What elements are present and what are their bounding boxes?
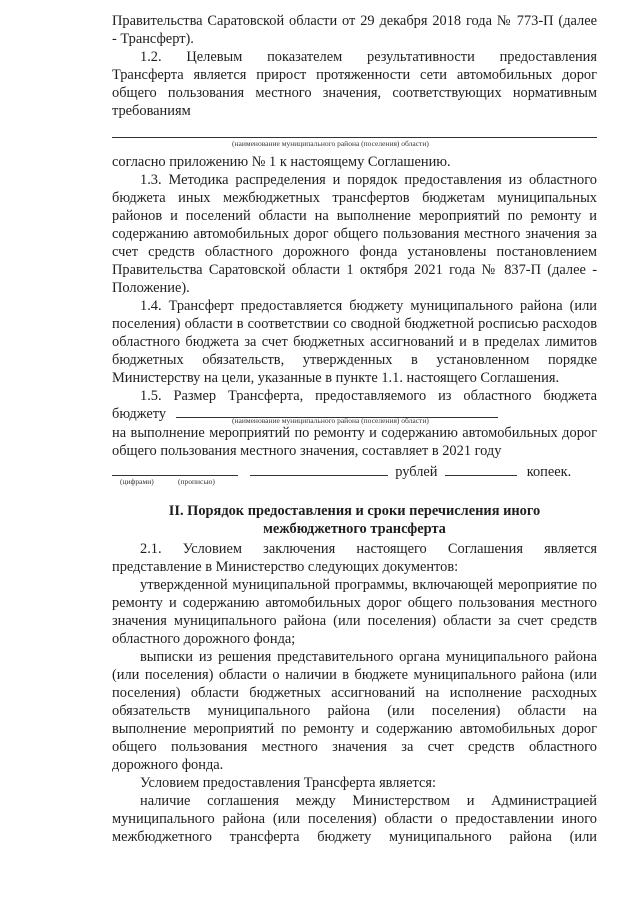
text-line: на выполнение мероприятий по ремонту и содержанию автомобильных дорог [112, 425, 597, 441]
text-line: Правительства Саратовской области 1 октября 2021 года № 837-П (далее - [112, 262, 597, 278]
text-line: Трансферта является прирост протяженности сети автомобильных дорог [112, 67, 597, 83]
text-line: бюджета иных межбюджетных трансфертов бюджетам муниципальных [112, 190, 597, 206]
text-line: общего пользования местного значения за счет средств областного [112, 739, 597, 755]
text-line: значения муниципального района (или поселения) области за счет средств [112, 613, 597, 629]
text-line: муниципального района (или поселения) области о предоставлении иного [112, 811, 597, 827]
digits-caption: (цифрами) [120, 477, 154, 486]
text-line: Министерству на цели, указанные в пункте 1.1. настоящего Соглашения. [112, 370, 560, 386]
rubles-label: рублей [395, 464, 438, 480]
text-line: межбюджетного трансферта бюджету муниципального района (или [112, 829, 597, 845]
text-line: общего пользования местного значения, соответствующих нормативным [112, 85, 597, 101]
paragraph-1-2-start: 1.2. Целевым показателем результативности предоставления [140, 49, 597, 65]
words-caption: (прописью) [178, 477, 215, 486]
text-line: общего пользования местного значения, составляет в 2021 году [112, 443, 502, 459]
amount-digits-field [112, 463, 238, 476]
blank-line [112, 137, 597, 138]
text-line: поселения) области в соответствии со сводной бюджетной росписью расходов [112, 316, 597, 332]
text-line: Правительства Саратовской области от 29 декабря 2018 года № 773-П (далее [112, 13, 597, 29]
kopeks-label: копеек. [526, 464, 572, 480]
list-item-start: выписки из решения представительного органа муниципального района [140, 649, 597, 665]
list-item-start: наличие соглашения между Министерством и Администрацией [140, 793, 597, 809]
text-line: счет средств областного дорожного фонда установлены постановлением [112, 244, 597, 260]
text-line: содержанию автомобильных дорог общего пользования местного значения за [112, 226, 597, 242]
text-line: областного бюджета за счет бюджетных ассигнований и в пределах лимитов [112, 334, 597, 350]
text-line: - Трансферт). [112, 31, 194, 47]
text-line: Условием предоставления Трансферта является: [140, 775, 436, 791]
text-line: обязательств муниципального района (или поселения) области на [112, 703, 597, 719]
paragraph-1-5-start: 1.5. Размер Трансферта, предоставляемого из областного бюджета [140, 388, 597, 404]
field-caption: (наименование муниципального района (поселения) области) [232, 139, 429, 148]
text-line: согласно приложению № 1 к настоящему Соглашению. [112, 154, 451, 170]
text-line: выполнение мероприятий по ремонту и содержанию автомобильных дорог [112, 721, 597, 737]
text-line: областного дорожного фонда; [112, 631, 296, 647]
text-line: бюджетных обязательств, утвержденных в установленном порядке [112, 352, 597, 368]
text-line: требованиям [112, 103, 191, 119]
section-heading: II. Порядок предоставления и сроки перечисления иного [168, 503, 541, 519]
text-line: представление в Министерство следующих документов: [112, 559, 459, 575]
text-line: Положение). [112, 280, 190, 296]
text-line: поселения) области бюджетных ассигнований на исполнение расходных [112, 685, 597, 701]
kopeks-field [445, 463, 517, 476]
list-item-start: утвержденной муниципальной программы, включающей мероприятие по [140, 577, 597, 593]
paragraph-2-1-start: 2.1. Условием заключения настоящего Соглашения является [140, 541, 597, 557]
section-heading-cont: межбюджетного трансферта [263, 521, 446, 537]
text-line: (или поселения) области о наличии в бюджете муниципального района (или [112, 667, 597, 683]
text-line: дорожного фонда. [112, 757, 224, 773]
text-line: районов и поселений области на выполнение мероприятий по ремонту и [112, 208, 597, 224]
amount-words-field [250, 463, 388, 476]
budget-label: бюджету [112, 406, 167, 422]
paragraph-1-3-start: 1.3. Методика распределения и порядок предоставления из областного [140, 172, 597, 188]
paragraph-1-4-start: 1.4. Трансферт предоставляется бюджету муниципального района (или [140, 298, 597, 314]
field-caption: (наименование муниципального района (поселения) области) [232, 416, 429, 425]
text-line: ремонту и содержанию автомобильных дорог общего пользования местного [112, 595, 597, 611]
